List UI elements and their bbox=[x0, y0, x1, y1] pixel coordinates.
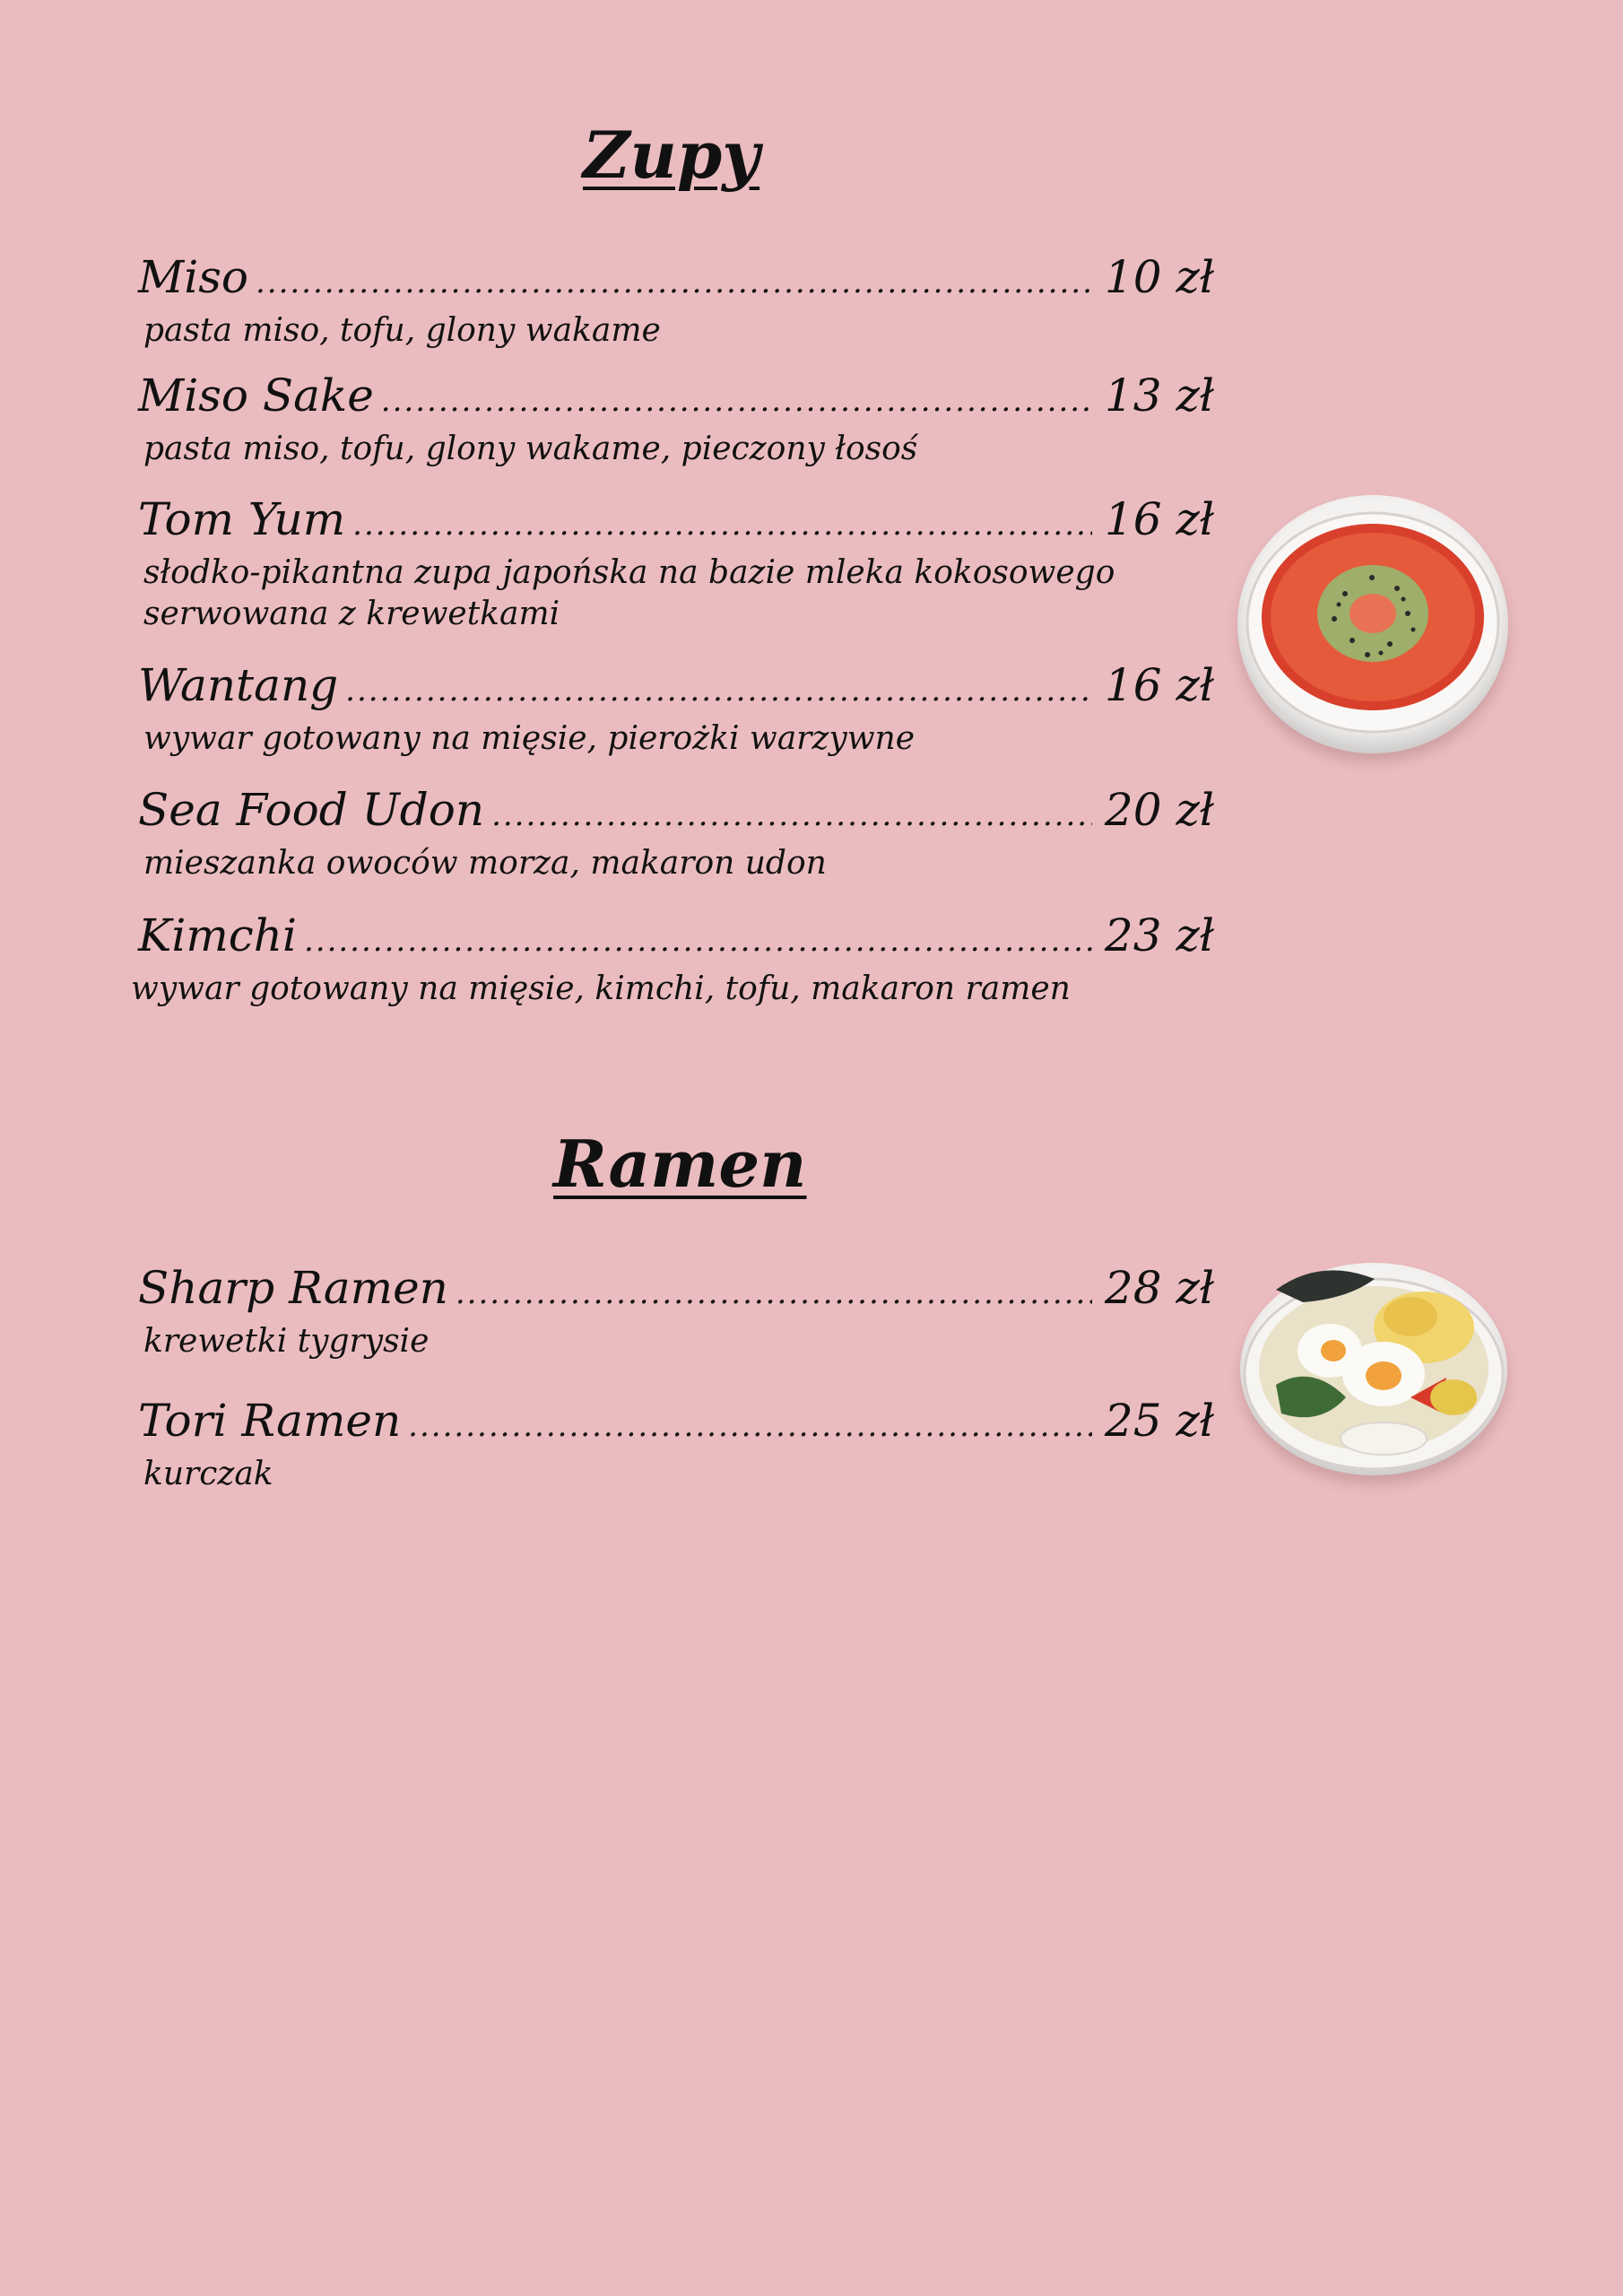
soup-bowl-illustration bbox=[1237, 495, 1508, 753]
ramen-bowl-photo bbox=[1240, 1263, 1507, 1475]
item-description: wywar gotowany na mięsie, pierożki warzywne bbox=[143, 720, 915, 757]
menu-item-tom-yum bbox=[138, 491, 1214, 635]
item-description-line-2: serwowana z krewetkami bbox=[143, 596, 560, 632]
menu-item-wantang bbox=[138, 657, 1214, 760]
dot-leader bbox=[304, 913, 1092, 969]
item-description: kurczak bbox=[143, 1456, 273, 1492]
item-price: 16 zł bbox=[1104, 493, 1214, 545]
menu-item-miso bbox=[138, 249, 1214, 352]
item-description: mieszanka owoców morza, makaron udon bbox=[143, 845, 827, 882]
item-name: Wantang bbox=[138, 659, 339, 711]
dot-leader bbox=[456, 1265, 1092, 1321]
item-name: Kimchi bbox=[138, 909, 297, 961]
section-title-zupy: Zupy bbox=[583, 117, 760, 193]
soup-bowl-photo bbox=[1237, 495, 1508, 753]
item-name: Miso Sake bbox=[138, 370, 374, 422]
item-name: Tori Ramen bbox=[138, 1395, 402, 1447]
item-price: 28 zł bbox=[1104, 1262, 1214, 1314]
menu-item-tori-ramen bbox=[138, 1393, 1214, 1495]
dot-leader bbox=[345, 663, 1092, 718]
item-price: 10 zł bbox=[1104, 251, 1214, 303]
item-description: słodko-pikantna zupa japońska na bazie mleka kokosowego bbox=[143, 554, 1115, 591]
item-price: 16 zł bbox=[1104, 659, 1214, 711]
dot-leader bbox=[352, 497, 1092, 552]
item-name: Tom Yum bbox=[138, 493, 346, 545]
menu-item-sea-food-udon bbox=[138, 782, 1214, 884]
item-description: wywar gotowany na mięsie, kimchi, tofu, makaron ramen bbox=[131, 970, 1071, 1007]
item-price: 25 zł bbox=[1104, 1395, 1214, 1447]
section-title-ramen: Ramen bbox=[553, 1126, 807, 1202]
dot-leader bbox=[256, 255, 1092, 310]
dot-leader bbox=[408, 1398, 1092, 1454]
item-price: 13 zł bbox=[1104, 370, 1214, 422]
item-description: krewetki tygrysie bbox=[143, 1323, 430, 1360]
item-name: Miso bbox=[138, 251, 248, 303]
item-price: 20 zł bbox=[1104, 784, 1214, 836]
dot-leader bbox=[381, 373, 1092, 429]
item-description: pasta miso, tofu, glony wakame bbox=[143, 312, 661, 349]
item-name: Sharp Ramen bbox=[138, 1262, 448, 1314]
item-description: pasta miso, tofu, glony wakame, pieczony łosoś bbox=[143, 430, 918, 467]
dot-leader bbox=[491, 787, 1092, 843]
menu-item-kimchi bbox=[131, 908, 1214, 1010]
item-price: 23 zł bbox=[1104, 909, 1214, 961]
item-name: Sea Food Udon bbox=[138, 784, 485, 836]
menu-item-miso-sake bbox=[138, 368, 1214, 470]
menu-item-sharp-ramen bbox=[138, 1260, 1214, 1362]
ramen-bowl-illustration bbox=[1240, 1263, 1507, 1475]
